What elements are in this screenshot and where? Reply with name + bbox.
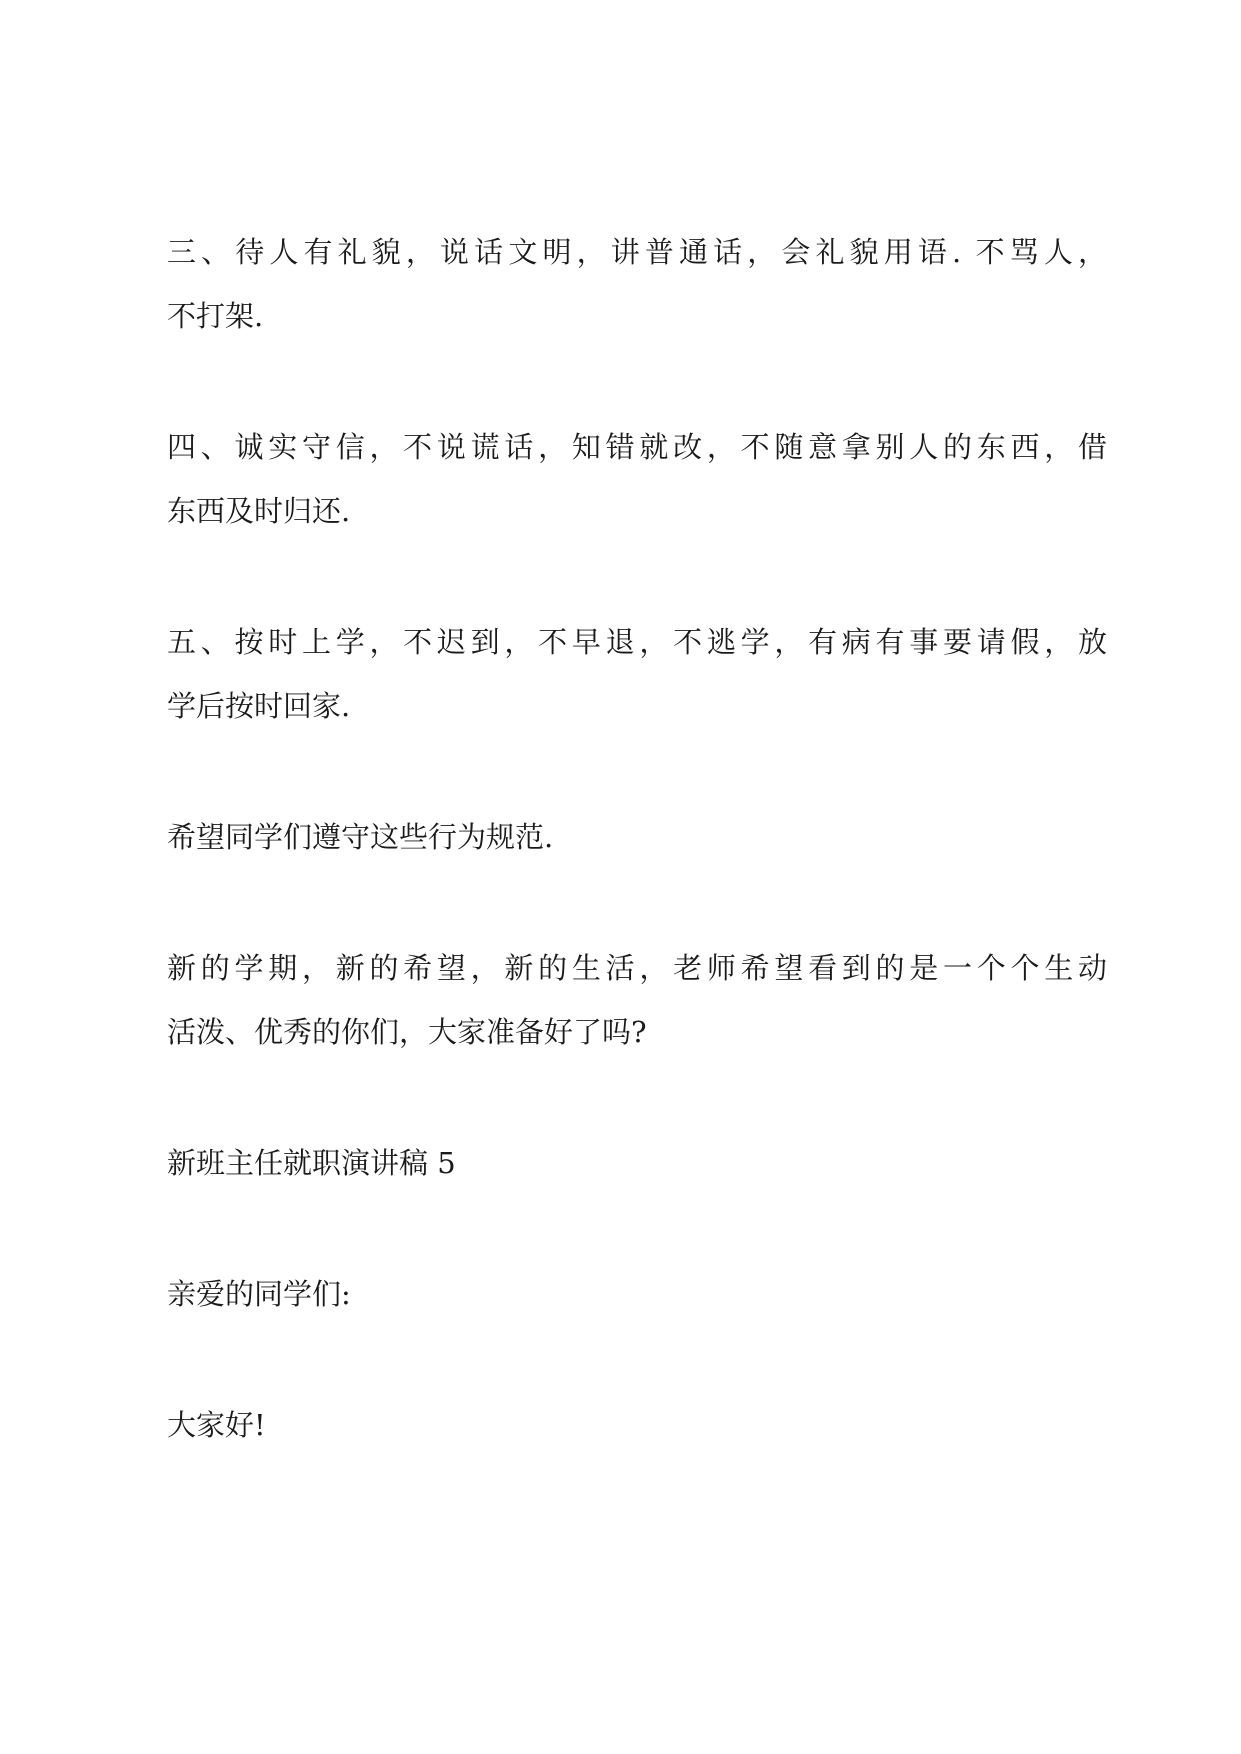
section-heading: 新班主任就职演讲稿 5 — [167, 1146, 456, 1180]
paragraph-rule-3-line-2: 不打架. — [167, 299, 264, 333]
paragraph-rule-5-line-2: 学后按时回家. — [167, 689, 351, 723]
salutation: 亲爱的同学们: — [167, 1277, 351, 1311]
paragraph-rule-3-line-1: 三、待人有礼貌，说话文明，讲普通话，会礼貌用语. 不骂人， — [167, 235, 1107, 269]
paragraph-rule-4-line-1: 四、诚实守信，不说谎话，知错就改，不随意拿别人的东西，借 — [167, 430, 1107, 464]
paragraph-rule-4-line-2: 东西及时归还. — [167, 494, 351, 528]
paragraph-hope: 希望同学们遵守这些行为规范. — [167, 820, 554, 854]
paragraph-rule-5-line-1: 五、按时上学，不迟到，不早退，不逃学，有病有事要请假，放 — [167, 625, 1107, 659]
paragraph-new-semester-line-1: 新的学期，新的希望，新的生活，老师希望看到的是一个个生动 — [167, 951, 1107, 985]
paragraph-new-semester-line-2: 活泼、优秀的你们，大家准备好了吗? — [167, 1015, 647, 1049]
greeting: 大家好! — [167, 1408, 266, 1442]
